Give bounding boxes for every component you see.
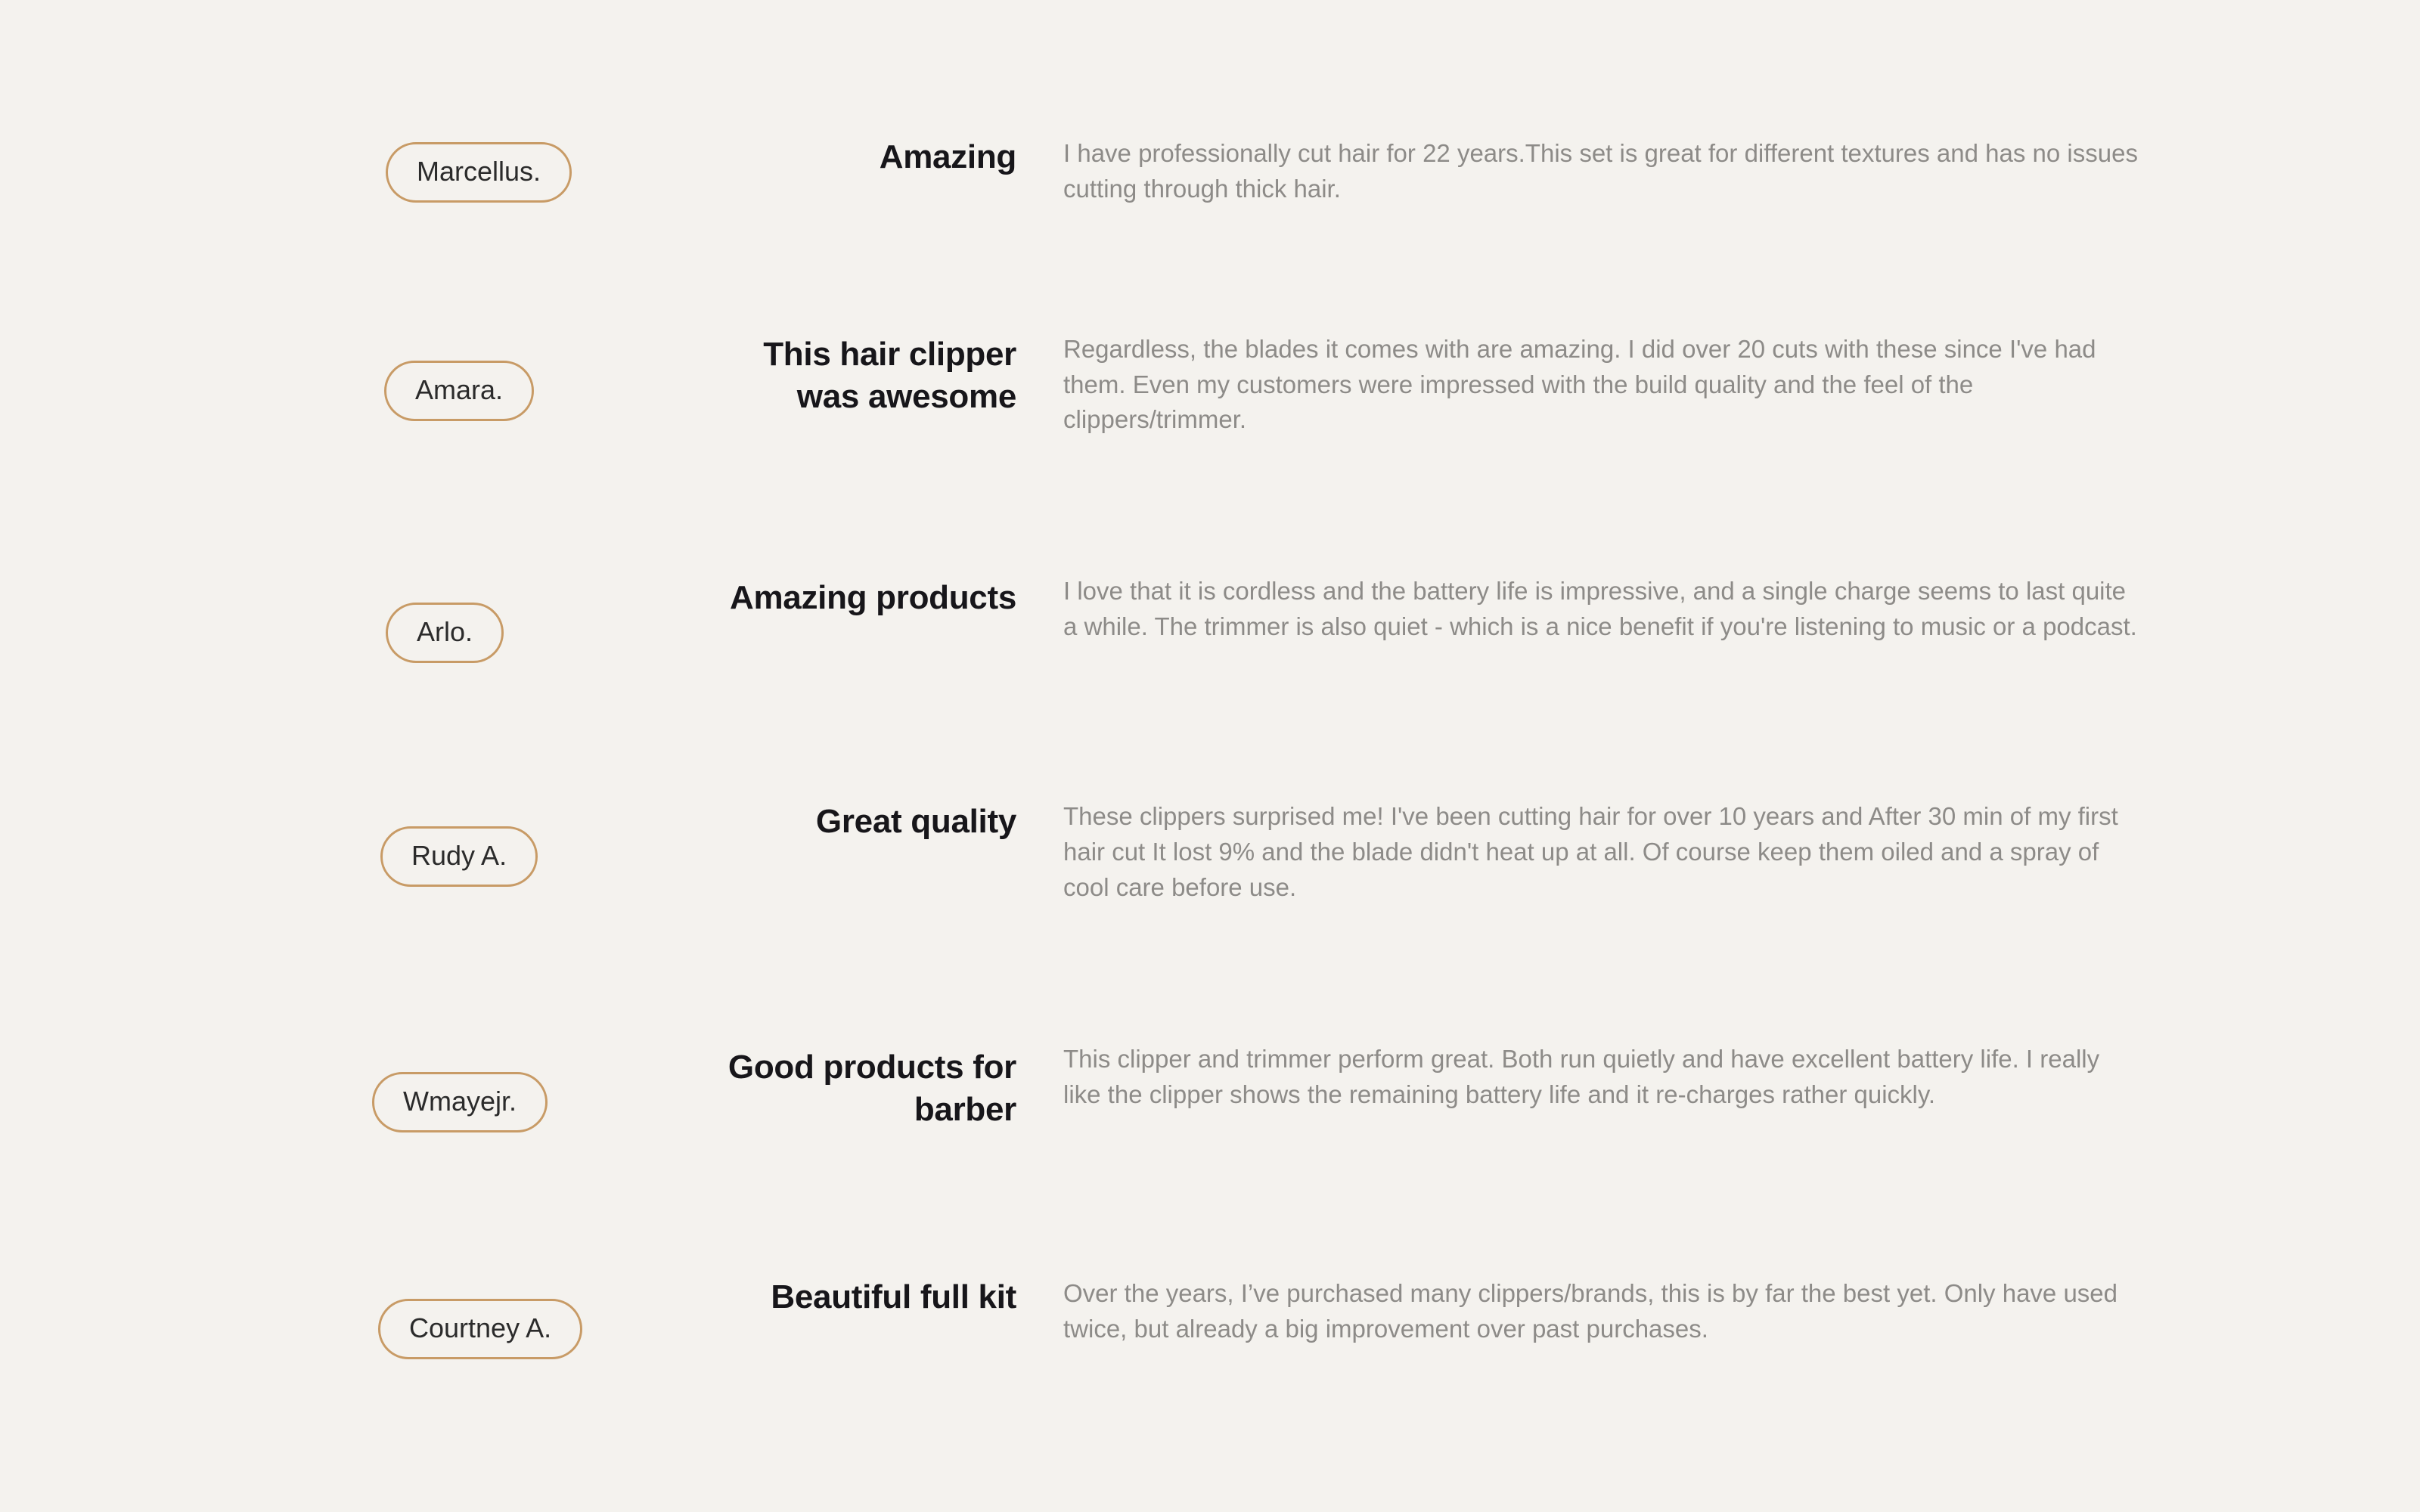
- review-author-container: [371, 574, 726, 663]
- review-title-container: [726, 1042, 1044, 1132]
- review-body: Regardless, the blades it comes with are amazing. I did over 20 cuts with these since I've had them. Even my customers were impressed with the build quality and the feel of the clippers/trimmer.: [1063, 334, 2096, 434]
- review-title-container: [726, 332, 1044, 419]
- review-author-badge: Wmayejr.: [372, 1072, 548, 1132]
- review-body-container: [1044, 574, 2140, 645]
- review-body-container: [1044, 1042, 2140, 1113]
- review-title-container: [726, 574, 1044, 619]
- review-author-container: [371, 1042, 726, 1132]
- review-item: [0, 799, 2420, 906]
- review-body: I have professionally cut hair for 22 years.This set is great for different textures and has no issues cutting through thick hair.: [1063, 139, 2138, 203]
- review-item: [0, 136, 2420, 207]
- review-author-badge: Rudy A.: [380, 826, 538, 887]
- review-body: Over the years, I’ve purchased many clippers/brands, this is by far the best yet. Only have used twice, but already a big improvement over past purchases.: [1063, 1278, 2118, 1343]
- review-title: This hair clipper was awesome: [763, 335, 1016, 416]
- review-author-badge: Marcellus.: [386, 142, 572, 203]
- review-body: I love that it is cordless and the battery life is impressive, and a single charge seems to last quite a while. The trimmer is also quiet - which is a nice benefit if you're listening to music or a podcast.: [1063, 577, 2137, 641]
- review-body: This clipper and trimmer perform great. Both run quietly and have excellent battery life. I really like the clipper shows the remaining battery life and it re-charges rather quickly.: [1063, 1044, 2100, 1108]
- review-author-container: [371, 136, 726, 203]
- review-author-badge: Amara.: [384, 361, 534, 421]
- review-item: [0, 1276, 2420, 1359]
- review-title: Beautiful full kit: [771, 1278, 1016, 1315]
- review-title-container: [726, 136, 1044, 178]
- review-author-badge: Courtney A.: [378, 1299, 582, 1359]
- review-title-container: [726, 1276, 1044, 1318]
- review-body: These clippers surprised me! I've been cutting hair for over 10 years and After 30 min of my first hair cut It lost 9% and the blade didn't heat up at all. Of course keep them oiled and a spray of cool care before use.: [1063, 802, 2118, 902]
- review-title-container: [726, 799, 1044, 843]
- review-body-container: [1044, 332, 2140, 438]
- review-body-container: [1044, 799, 2140, 906]
- review-item: [0, 1042, 2420, 1132]
- review-author-badge: Arlo.: [386, 603, 504, 663]
- review-title: Amazing products: [730, 579, 1016, 617]
- review-author-container: [371, 332, 726, 421]
- review-title: Good products for barber: [728, 1048, 1016, 1129]
- review-item: [0, 574, 2420, 663]
- review-author-container: [371, 799, 726, 887]
- review-body-container: [1044, 1276, 2140, 1347]
- review-title: Great quality: [815, 803, 1016, 841]
- review-item: [0, 332, 2420, 438]
- review-body-container: [1044, 136, 2140, 207]
- review-title: Amazing: [879, 138, 1016, 175]
- review-author-container: [371, 1276, 726, 1359]
